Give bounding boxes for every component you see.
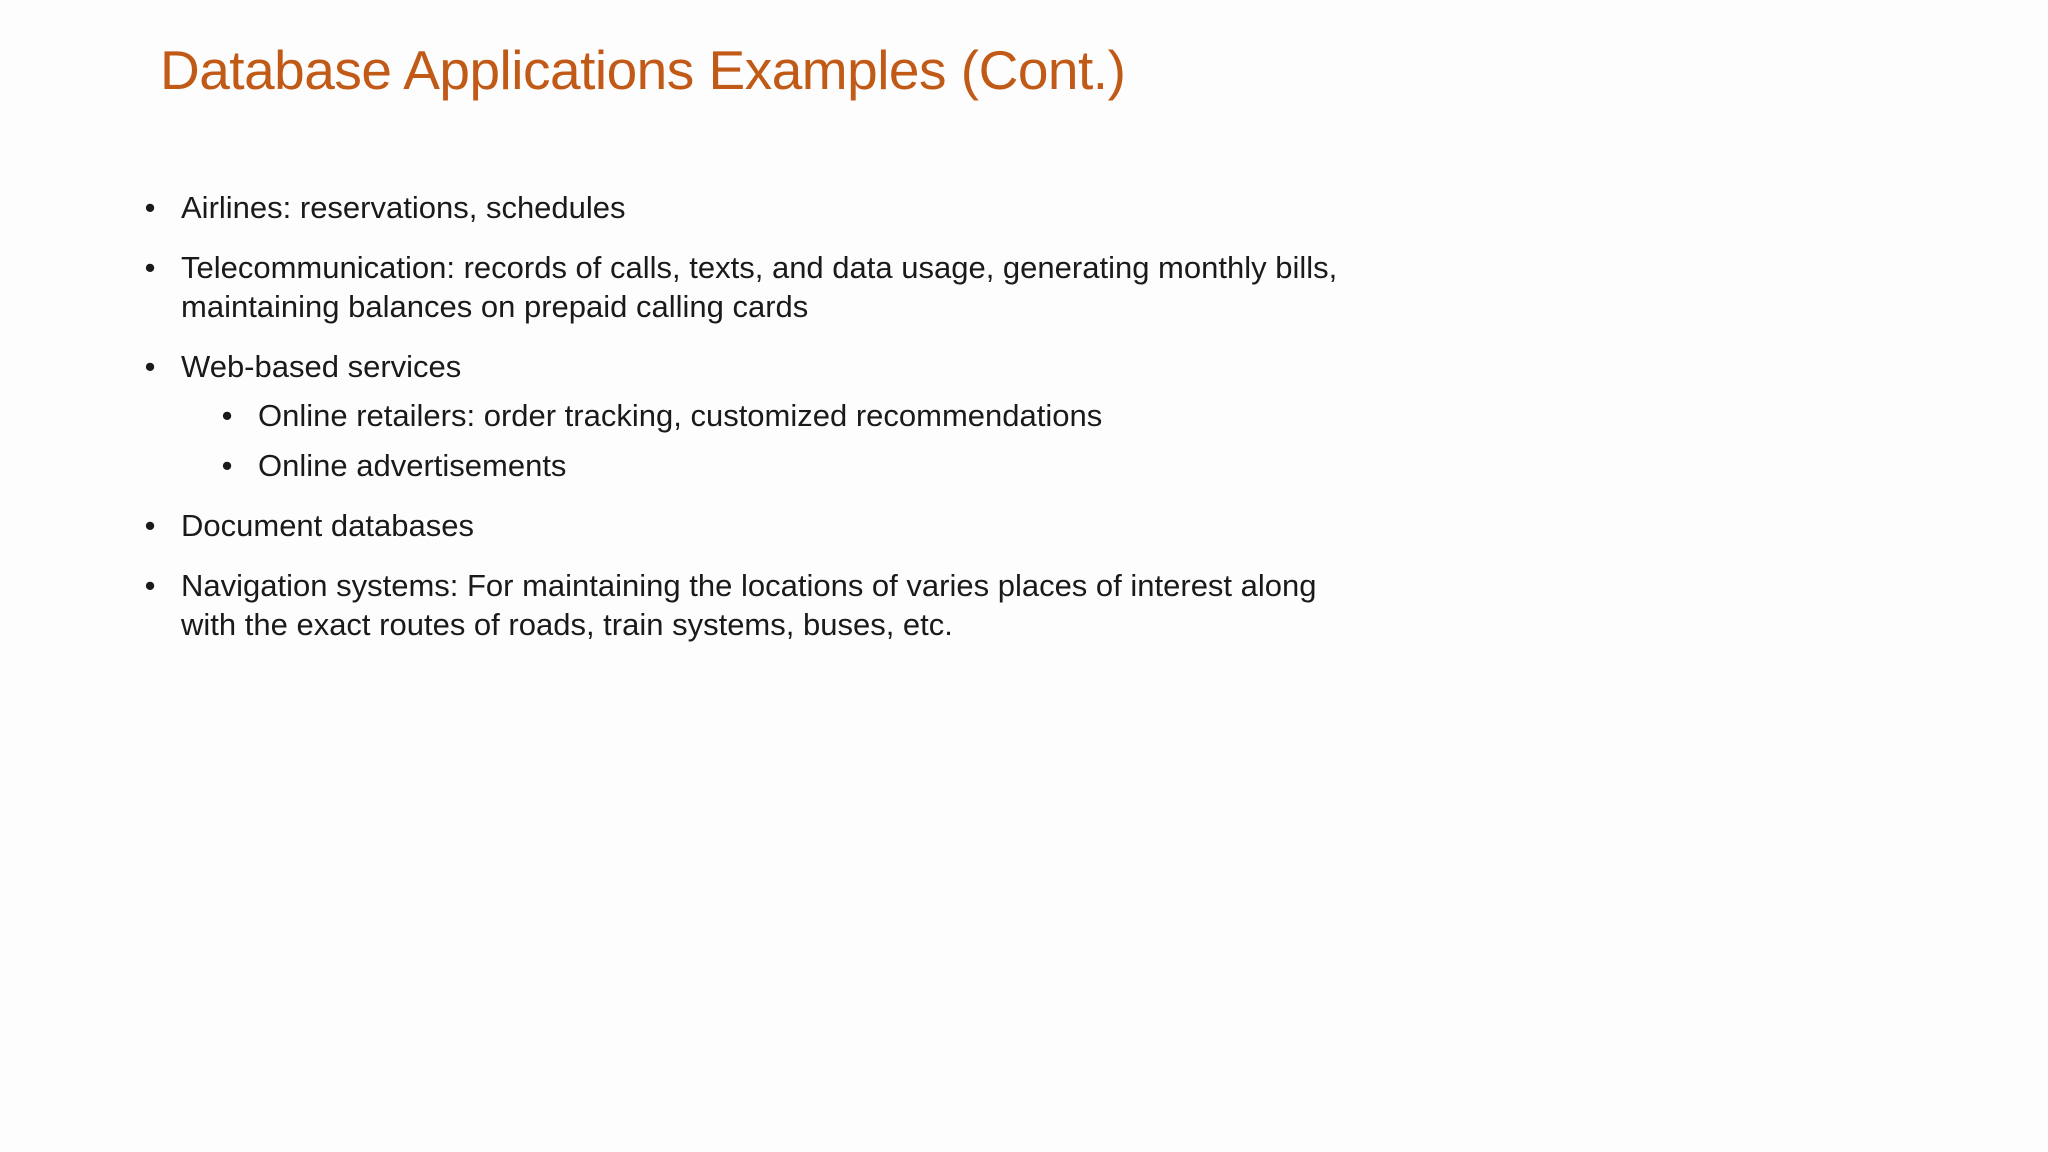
bullet-item-telecommunication: [140, 248, 1370, 326]
sub-bullet-text: Online retailers: order tracking, customized recommendations: [258, 398, 1103, 433]
bullet-item-navigation-systems: [140, 566, 1370, 644]
bullet-dot-icon: •: [144, 349, 156, 384]
bullet-text: Telecommunication: records of calls, texts, and data usage, generating monthly bills, maintaining balances on prepaid calling cards: [181, 250, 1338, 324]
slide-title: Database Applications Examples (Cont.): [160, 39, 1126, 101]
bullet-text: Document databases: [181, 508, 474, 543]
bullet-dot-icon: •: [144, 568, 156, 603]
bullet-item-web-based-services: [140, 347, 1370, 485]
sub-bullet-list: [181, 396, 1370, 485]
bullet-dot-icon: •: [144, 508, 156, 543]
bullet-item-document-databases: [140, 506, 1370, 545]
sub-bullet-item-online-advertisements: [217, 446, 1370, 485]
sub-bullet-text: Online advertisements: [258, 448, 567, 483]
bullet-dot-icon: •: [221, 398, 233, 433]
bullet-dot-icon: •: [221, 448, 233, 483]
bullet-dot-icon: •: [144, 250, 156, 285]
bullet-dot-icon: •: [144, 190, 156, 225]
bullet-text: Navigation systems: For maintaining the locations of varies places of interest along with the exact routes of roads, train systems, buses, etc.: [181, 568, 1317, 642]
bullet-text: Airlines: reservations, schedules: [181, 190, 626, 225]
sub-bullet-item-online-retailers: [217, 396, 1370, 435]
bullet-item-airlines: [140, 188, 1370, 227]
bullet-text: Web-based services: [181, 349, 462, 384]
bullet-list: [140, 188, 1370, 665]
